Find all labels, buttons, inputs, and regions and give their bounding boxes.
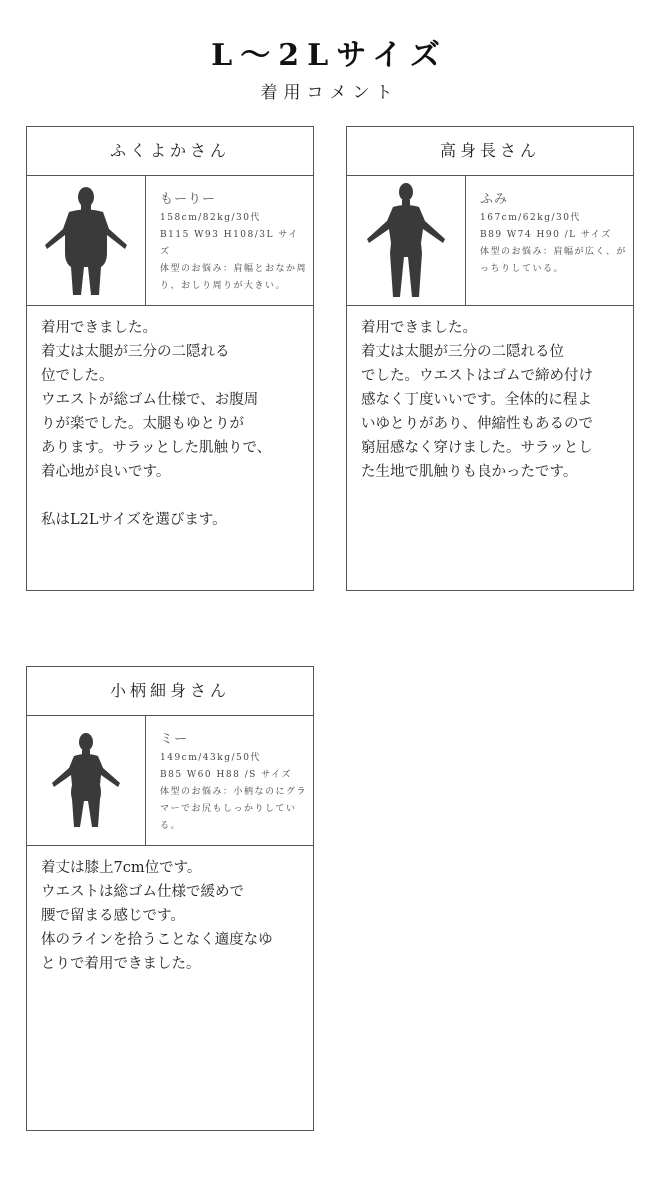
model-profile — [27, 716, 313, 846]
wearing-comment — [27, 846, 313, 976]
comment-line: ウエストが総ゴム仕様で、お腹周 — [41, 392, 259, 408]
page-subtitle: 着用コメント — [260, 83, 399, 103]
review-card-petite — [26, 666, 314, 1131]
model-stats: 158cm/82kg/30代 — [160, 213, 261, 223]
model-info — [146, 176, 313, 305]
wearing-comment — [27, 306, 313, 532]
model-nickname: もーりー — [160, 192, 217, 207]
comment-line: りが楽でした。太腿もゆとりが — [41, 416, 244, 432]
comment-line: あります。サラッとした肌触りで、 — [41, 440, 272, 456]
comment-line: 着心地が良いです。 — [41, 464, 171, 480]
comment-line: た生地で肌触りも良かったです。 — [361, 464, 578, 480]
model-figure — [27, 176, 146, 305]
card-category-title: ふくよかさん — [27, 127, 313, 176]
model-nickname: ミー — [160, 732, 189, 747]
comment-line: 着丈は太腿が三分の二隠れる — [41, 344, 230, 360]
page-title: L～2Lサイズ — [211, 38, 448, 73]
comment-line: 腰で留まる感じです。 — [41, 908, 185, 924]
comment-line: 着用できました。 — [41, 320, 157, 336]
model-body-concern: 体型のお悩み：肩幅が広く、がっちりしている。 — [480, 247, 627, 274]
petite-body-silhouette-icon — [46, 731, 126, 831]
card-category-title: 小柄細身さん — [27, 667, 313, 716]
comment-line: とりで着用できました。 — [41, 956, 201, 972]
model-info — [466, 176, 633, 305]
model-body-concern: 体型のお悩み：肩幅とおなか周り、おしり周りが大きい。 — [160, 264, 308, 291]
model-profile — [27, 176, 313, 306]
plus-size-body-silhouette-icon — [41, 183, 131, 299]
model-stats: 167cm/62kg/30代 — [480, 213, 581, 223]
comment-line: 位でした。 — [41, 368, 114, 384]
model-figure — [347, 176, 466, 305]
comment-line: でした。ウエストはゴムで締め付け — [361, 368, 593, 384]
wearing-comment — [347, 306, 633, 484]
model-nickname: ふみ — [480, 192, 509, 207]
comment-line: 体のラインを拾うことなく適度なゆ — [41, 932, 273, 948]
review-card-tall — [346, 126, 634, 591]
model-measurements: B115 W93 H108/3L サイズ — [160, 230, 299, 257]
model-figure — [27, 716, 146, 845]
comment-line: 感なく丁度いいです。全体的に程よ — [361, 392, 592, 408]
tall-body-silhouette-icon — [361, 181, 451, 301]
model-profile — [347, 176, 633, 306]
comment-line: いゆとりがあり、伸縮性もあるので — [361, 416, 593, 432]
comment-line: 着丈は膝上7cm位です。 — [41, 860, 202, 876]
model-measurements: B85 W60 H88 /S サイズ — [160, 770, 292, 780]
model-body-concern: 体型のお悩み：小柄なのにグラマーでお尻もしっかりしている。 — [160, 787, 308, 831]
model-measurements: B89 W74 H90 /L サイズ — [480, 230, 612, 240]
review-card-plus-size — [26, 126, 314, 591]
card-category-title: 高身長さん — [347, 127, 633, 176]
model-stats: 149cm/43kg/50代 — [160, 753, 261, 763]
comment-size-choice: 私はL2Lサイズを選びます。 — [41, 512, 227, 528]
comment-line: 窮屈感なく穿けました。サラッとし — [361, 440, 593, 456]
comment-line: 着用できました。 — [361, 320, 477, 336]
comment-line: 着丈は太腿が三分の二隠れる位 — [361, 344, 564, 360]
comment-line: ウエストは総ゴム仕様で緩めで — [41, 884, 244, 900]
model-info — [146, 716, 313, 845]
